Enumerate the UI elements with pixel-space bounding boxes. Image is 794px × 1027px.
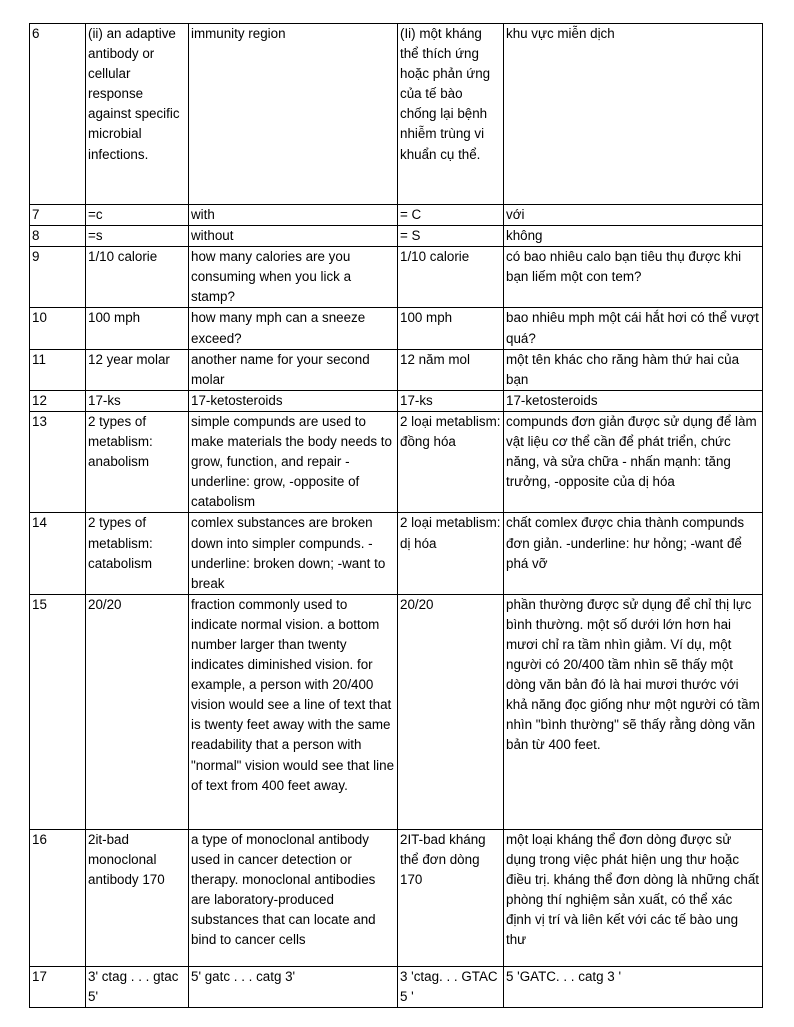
term-en: 2 types of metablism: anabolism [86, 411, 189, 512]
term-en: =s [86, 226, 189, 247]
term-vi: = S [398, 226, 504, 247]
definition-en: immunity region [189, 24, 398, 205]
definition-vi: có bao nhiêu calo bạn tiêu thụ được khi bạn liếm một con tem? [504, 247, 763, 308]
definition-en: a type of monoclonal antibody used in cancer detection or therapy. monoclonal antibodies are laboratory-produced substances that can locate and bind to cancer cells [189, 829, 398, 966]
row-number: 12 [30, 390, 86, 411]
term-vi: 2 loại metablism: dị hóa [398, 513, 504, 594]
glossary-table [29, 23, 763, 1008]
definition-vi: bao nhiêu mph một cái hắt hơi có thể vượt quá? [504, 308, 763, 349]
table-row [30, 226, 763, 247]
definition-vi: khu vực miễn dịch [504, 24, 763, 205]
table-row [30, 390, 763, 411]
definition-vi: một loại kháng thể đơn dòng được sử dụng trong việc phát hiện ung thư hoặc điều trị. kháng thể đơn dòng là những chất phòng thí nghiệm sản xuất, có thể xác định vị trí và liên kết với các tế bào ung thư [504, 829, 763, 966]
row-number: 8 [30, 226, 86, 247]
term-en: 2it-bad monoclonal antibody 170 [86, 829, 189, 966]
definition-en: without [189, 226, 398, 247]
table-row [30, 513, 763, 594]
definition-vi: phần thường được sử dụng để chỉ thị lực bình thường. một số dưới lớn hơn hai mươi chỉ ra tầm nhìn giảm. Ví dụ, một người có 20/400 tầm nhìn sẽ thấy một dòng văn bản đó là hai mươi thước với khả năng đọc giống như một người có tầm nhìn "bình thường" sẽ thấy rằng dòng văn bản từ 400 feet. [504, 594, 763, 829]
row-number: 11 [30, 349, 86, 390]
definition-vi: 17-ketosteroids [504, 390, 763, 411]
term-en: 17-ks [86, 390, 189, 411]
row-number: 6 [30, 24, 86, 205]
term-vi: 12 năm mol [398, 349, 504, 390]
row-number: 16 [30, 829, 86, 966]
term-en: =c [86, 205, 189, 226]
definition-vi: 5 'GATC. . . catg 3 ' [504, 966, 763, 1007]
row-number: 7 [30, 205, 86, 226]
table-row [30, 411, 763, 512]
term-en: 1/10 calorie [86, 247, 189, 308]
definition-en: how many mph can a sneeze exceed? [189, 308, 398, 349]
definition-vi: với [504, 205, 763, 226]
term-en: 12 year molar [86, 349, 189, 390]
row-number: 14 [30, 513, 86, 594]
term-en: (ii) an adaptive antibody or cellular response against specific microbial infections. [86, 24, 189, 205]
table-row [30, 308, 763, 349]
definition-vi: một tên khác cho răng hàm thứ hai của bạn [504, 349, 763, 390]
term-vi: 17-ks [398, 390, 504, 411]
term-en: 2 types of metablism: catabolism [86, 513, 189, 594]
definition-vi: chất comlex được chia thành compunds đơn giản. -underline: hư hỏng; -want để phá vỡ [504, 513, 763, 594]
row-number: 17 [30, 966, 86, 1007]
table-row [30, 966, 763, 1007]
table-row [30, 247, 763, 308]
term-vi: = C [398, 205, 504, 226]
term-vi: 100 mph [398, 308, 504, 349]
definition-vi: không [504, 226, 763, 247]
row-number: 15 [30, 594, 86, 829]
term-en: 100 mph [86, 308, 189, 349]
table-row [30, 829, 763, 966]
definition-vi: compunds đơn giản được sử dụng để làm vật liệu cơ thể cần để phát triển, chức năng, và sửa chữa - nhấn mạnh: tăng trưởng, -opposite của dị hóa [504, 411, 763, 512]
table-row [30, 205, 763, 226]
term-en: 20/20 [86, 594, 189, 829]
definition-en: how many calories are you consuming when you lick a stamp? [189, 247, 398, 308]
term-vi: 2IT-bad kháng thể đơn dòng 170 [398, 829, 504, 966]
term-en: 3' ctag . . . gtac 5' [86, 966, 189, 1007]
definition-en: 5' gatc . . . catg 3' [189, 966, 398, 1007]
row-number: 13 [30, 411, 86, 512]
term-vi: (Ii) một kháng thể thích ứng hoặc phản ứng của tế bào chống lại bệnh nhiễm trùng vi khuẩn cụ thể. [398, 24, 504, 205]
definition-en: another name for your second molar [189, 349, 398, 390]
table-row [30, 24, 763, 205]
table-row [30, 349, 763, 390]
term-vi: 2 loại metablism: đồng hóa [398, 411, 504, 512]
term-vi: 20/20 [398, 594, 504, 829]
definition-en: fraction commonly used to indicate normal vision. a bottom number larger than twenty indicates diminished vision. for example, a person with 20/400 vision would see a line of text that is twenty feet away with the same readability that a person with "normal" vision would see that line of text from 400 feet away. [189, 594, 398, 829]
definition-en: comlex substances are broken down into simpler compunds. -underline: broken down; -want to break [189, 513, 398, 594]
table-row [30, 594, 763, 829]
term-vi: 1/10 calorie [398, 247, 504, 308]
definition-en: simple compunds are used to make materials the body needs to grow, function, and repair - underline: grow, -opposite of catabolism [189, 411, 398, 512]
definition-en: 17-ketosteroids [189, 390, 398, 411]
term-vi: 3 'ctag. . . GTAC 5 ' [398, 966, 504, 1007]
row-number: 10 [30, 308, 86, 349]
row-number: 9 [30, 247, 86, 308]
definition-en: with [189, 205, 398, 226]
